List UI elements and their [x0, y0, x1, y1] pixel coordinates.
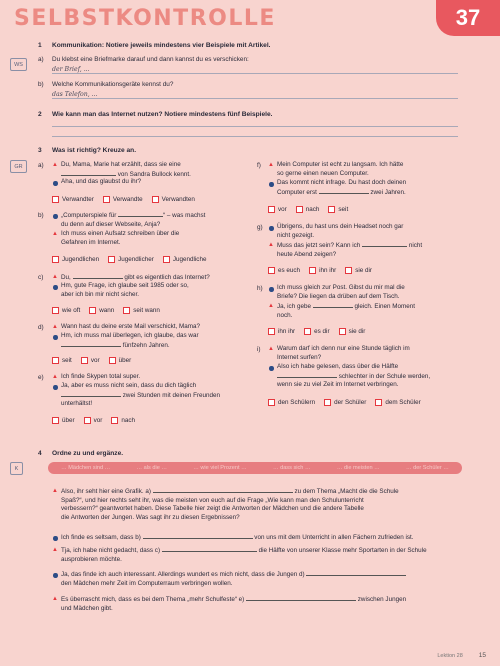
ex3-a-label: a) — [38, 162, 44, 169]
ex1-a-question: Du klebst eine Briefmarke darauf und dann kannst du es verschicken: — [52, 56, 249, 63]
ex3-e-line2: Ja, aber es muss nicht sein, dass du dich täglich zwei Stunden mit deinen Freunden unterhältst! — [61, 382, 221, 408]
ex3-number: 3 — [38, 147, 42, 154]
ex3-f-line2: Das kommt nicht infrage. Du hast doch deinen Computer erst zwei Jahren. — [277, 179, 407, 196]
ex3-f-option[interactable]: nach — [296, 206, 320, 213]
speaker-triangle-icon: ▲ — [52, 231, 58, 237]
ex3-a-option[interactable]: Verwandten — [152, 196, 195, 203]
speaker-triangle-icon: ▲ — [52, 488, 58, 494]
ex3-i-options — [268, 399, 430, 406]
ex3-a-options — [52, 196, 204, 203]
ex3-a-line2: Aha, und das glaubst du ihr? — [61, 178, 142, 185]
ex1-a-line[interactable] — [52, 73, 458, 74]
ex4-paragraph-c: Tja, ich habe nicht gedacht, dass c) die Hälfte von unserer Klasse mehr Sportarten in der Schule ausprobieren möchte. — [61, 547, 427, 563]
ex3-b-option[interactable]: Jugendlicher — [108, 256, 154, 263]
word-bank-item[interactable]: … wie viel Prozent … — [193, 465, 247, 471]
page-number-tab: 37 — [436, 0, 500, 36]
ex3-e-label: e) — [38, 374, 44, 381]
ex3-i-line2: Also ich habe gelesen, dass über die Hälfte schlechter in der Schule werden, wenn sie zu viel Zeit im Internet verbringen. — [277, 363, 431, 389]
page-title: SELBSTKONTROLLE — [14, 6, 276, 31]
ex3-i-option[interactable]: dem Schüler — [375, 399, 420, 406]
ex2-title: Wie kann man das Internet nutzen? Notiere mindestens fünf Beispiele. — [52, 111, 273, 118]
ex4-title: Ordne zu und ergänze. — [52, 450, 124, 457]
ex3-d-option[interactable]: seit — [52, 357, 72, 364]
ex3-f-label: f) — [257, 162, 261, 169]
ex3-c-line1: Du, gibt es eigentlich das Internet? — [61, 274, 210, 281]
ex3-e-options — [52, 417, 144, 424]
speaker-dot-icon — [53, 573, 58, 578]
ex3-a-line1: Du, Mama, Marie hat erzählt, dass sie eine von Sandra Bullock kennt. — [61, 161, 191, 178]
ex1-b-line[interactable] — [52, 98, 458, 99]
checkbox[interactable] — [103, 196, 110, 203]
checkbox[interactable] — [268, 206, 275, 213]
speaker-triangle-icon: ▲ — [52, 274, 58, 280]
ex1-b-label: b) — [38, 81, 44, 88]
speaker-triangle-icon: ▲ — [52, 374, 58, 380]
checkbox[interactable] — [345, 267, 352, 274]
speaker-dot-icon — [269, 287, 274, 292]
checkbox[interactable] — [52, 196, 59, 203]
word-bank-item[interactable]: … der Schüler … — [405, 465, 449, 471]
speaker-triangle-icon: ▲ — [268, 162, 274, 168]
word-bank-item[interactable]: … dass sich … — [272, 465, 311, 471]
ex1-b-answer: das Telefon, ... — [52, 91, 98, 98]
ex3-b-line1: „Computerspiele für “ – was machst du denn auf dieser Webseite, Anja? — [61, 212, 206, 228]
ex1-title: Kommunikation: Notiere jeweils mindestens vier Beispiele mit Artikel. — [52, 42, 271, 49]
ex2-line-1[interactable] — [52, 126, 458, 127]
ex3-b-label: b) — [38, 212, 44, 219]
ex3-g-option[interactable]: sie dir — [345, 267, 372, 274]
checkbox[interactable] — [296, 206, 303, 213]
ex3-h-option[interactable]: ihn ihr — [268, 328, 295, 335]
ex2-number: 2 — [38, 111, 42, 118]
ex3-d-options — [52, 357, 140, 364]
ex3-h-line1: Ich muss gleich zur Post. Gibst du mir mal die Briefe? Die liegen da drüben auf dem Tisch. — [277, 284, 405, 300]
speaker-dot-icon — [269, 366, 274, 371]
ex3-i-label: i) — [257, 346, 261, 353]
ex4-paragraph-e: Es überrascht mich, dass es bei dem Thema „mehr Schulfeste“ e) zwischen Jungen und Mädchen gibt. — [61, 596, 407, 612]
ex3-f-line1: Mein Computer ist echt zu langsam. Ich hätte so gerne einen neuen Computer. — [277, 161, 404, 177]
ex3-d-line2: Hm, ich muss mal überlegen, ich glaube, das war fünfzehn Jahren. — [61, 332, 199, 349]
checkbox[interactable] — [268, 399, 275, 406]
checkbox[interactable] — [89, 307, 96, 314]
checkbox[interactable] — [52, 256, 59, 263]
ex3-a-option[interactable]: Verwandter — [52, 196, 94, 203]
ex3-c-options — [52, 307, 169, 314]
ex3-f-option[interactable]: vor — [268, 206, 287, 213]
ex3-c-line2: Hm, gute Frage, ich glaube seit 1985 oder so, aber ich bin mir nicht sicher. — [61, 282, 189, 298]
speaker-triangle-icon: ▲ — [52, 596, 58, 602]
checkbox[interactable] — [339, 328, 346, 335]
ex3-g-line2: Muss das jetzt sein? Kann ich nicht heute Abend zeigen? — [277, 242, 423, 258]
checkbox[interactable] — [375, 399, 382, 406]
ex3-g-line1: Übrigens, du hast uns dein Headset noch gar nicht gezeigt. — [277, 223, 404, 239]
checkbox[interactable] — [52, 417, 59, 424]
ex4-paragraph-d: Ja, das finde ich auch interessant. Allerdings wundert es mich nicht, dass die Jungen d) den Mädchen mehr Zeit im Computerraum verbringen wollen. — [61, 570, 466, 588]
ex3-h-label: h) — [257, 285, 263, 292]
ex3-c-option[interactable]: wie oft — [52, 307, 80, 314]
ex3-f-options — [268, 206, 357, 213]
checkbox[interactable] — [268, 267, 275, 274]
word-bank-item[interactable]: … Mädchen sind … — [61, 465, 111, 471]
ex3-b-option[interactable]: Jugendliche — [163, 256, 207, 263]
ex3-d-option[interactable]: über — [109, 357, 132, 364]
ws-icon: WS — [10, 58, 27, 71]
ex3-h-options — [268, 328, 374, 335]
ex3-title: Was ist richtig? Kreuze an. — [52, 147, 137, 154]
speaker-triangle-icon: ▲ — [52, 324, 58, 330]
ex3-i-option[interactable]: den Schülern — [268, 399, 315, 406]
ex3-e-option[interactable]: über — [52, 417, 75, 424]
checkbox[interactable] — [152, 196, 159, 203]
checkbox[interactable] — [309, 267, 316, 274]
speaker-dot-icon — [53, 335, 58, 340]
ex3-b-line2: Ich muss einen Aufsatz schreiben über die Gefahren im Internet. — [61, 230, 180, 246]
checkbox[interactable] — [304, 328, 311, 335]
speaker-dot-icon — [53, 285, 58, 290]
speaker-triangle-icon: ▲ — [268, 303, 274, 309]
ex3-h-line2: Ja, ich gebe gleich. Einen Moment noch. — [277, 303, 416, 319]
checkbox[interactable] — [111, 417, 118, 424]
checkbox[interactable] — [268, 328, 275, 335]
ex1-a-answer: der Brief, ... — [52, 66, 90, 73]
footer — [437, 652, 486, 659]
ex3-b-options — [52, 256, 215, 263]
ex1-number: 1 — [38, 42, 42, 49]
speaker-dot-icon — [269, 226, 274, 231]
ex3-d-label: d) — [38, 324, 44, 331]
ex3-b-option[interactable]: Jugendlichen — [52, 256, 99, 263]
speaker-dot-icon — [53, 181, 58, 186]
ex4-number: 4 — [38, 450, 42, 457]
checkbox[interactable] — [52, 307, 59, 314]
ex3-a-option[interactable]: Verwandte — [103, 196, 143, 203]
speaker-triangle-icon: ▲ — [268, 242, 274, 248]
ex3-e-line1: Ich finde Skypen total super. — [61, 373, 141, 380]
ex3-g-option[interactable]: ihn ihr — [309, 267, 336, 274]
ex4-paragraph-b: Ich finde es seltsam, dass b) von uns mit dem Unterricht in allen Fächern zufrieden ist. — [61, 534, 414, 541]
word-bank-item[interactable]: … die meisten … — [336, 465, 380, 471]
speaker-triangle-icon: ▲ — [268, 346, 274, 352]
ex3-h-option[interactable]: es dir — [304, 328, 329, 335]
ex1-a-label: a) — [38, 56, 44, 63]
speaker-dot-icon — [53, 214, 58, 219]
checkbox[interactable] — [84, 417, 91, 424]
ex3-i-option[interactable]: der Schüler — [324, 399, 366, 406]
speaker-triangle-icon: ▲ — [52, 162, 58, 168]
ex2-line-2[interactable] — [52, 136, 458, 137]
ex3-d-line1: Wann hast du deine erste Mail verschickt, Mama? — [61, 323, 201, 330]
ex3-c-option[interactable]: wann — [89, 307, 114, 314]
checkbox[interactable] — [123, 307, 130, 314]
gr-icon: GR — [10, 160, 27, 173]
ex3-e-option[interactable]: nach — [111, 417, 135, 424]
speaker-dot-icon — [53, 385, 58, 390]
ex3-g-label: g) — [257, 224, 263, 231]
footer-page-number: 15 — [478, 652, 486, 659]
k-icon: K — [10, 462, 23, 475]
ex3-c-option[interactable]: seit wann — [123, 307, 160, 314]
ex3-i-line1: Warum darf ich denn nur eine Stunde täglich im Internet surfen? — [277, 345, 410, 361]
checkbox[interactable] — [108, 256, 115, 263]
checkbox[interactable] — [328, 206, 335, 213]
checkbox[interactable] — [324, 399, 331, 406]
footer-lesson: Lektion 28 — [437, 653, 463, 659]
checkbox[interactable] — [163, 256, 170, 263]
speaker-triangle-icon: ▲ — [52, 547, 58, 553]
speaker-dot-icon — [53, 536, 58, 541]
checkbox[interactable] — [52, 357, 59, 364]
ex3-e-option[interactable]: vor — [84, 417, 103, 424]
ex3-f-option[interactable]: seit — [328, 206, 348, 213]
ex3-c-label: c) — [38, 274, 44, 281]
checkbox[interactable] — [109, 357, 116, 364]
speaker-dot-icon — [269, 182, 274, 187]
ex3-g-option[interactable]: es euch — [268, 267, 300, 274]
word-bank-item[interactable]: … als die … — [136, 465, 167, 471]
ex1-b-question: Welche Kommunikationsgeräte kennst du? — [52, 81, 174, 88]
ex3-g-options — [268, 267, 381, 274]
ex3-h-option[interactable]: sie dir — [339, 328, 366, 335]
word-bank — [48, 462, 462, 474]
ex4-paragraph-a: Also, ihr seht hier eine Grafik. a) zu dem Thema „Macht die die Schule Spaß?“, und hier rechts seht ihr, was die meisten von euch auf die Frage „Wie kann man den Schulunterricht verbessern?“ geantwortet haben. Diese Tabelle hier zeigt die Antworten der Mädchen und die andere Tabelle die Antworten der Jungen. Was sagt ihr zu diesen Ergebnissen? — [61, 488, 399, 521]
checkbox[interactable] — [81, 357, 88, 364]
ex3-d-option[interactable]: vor — [81, 357, 100, 364]
